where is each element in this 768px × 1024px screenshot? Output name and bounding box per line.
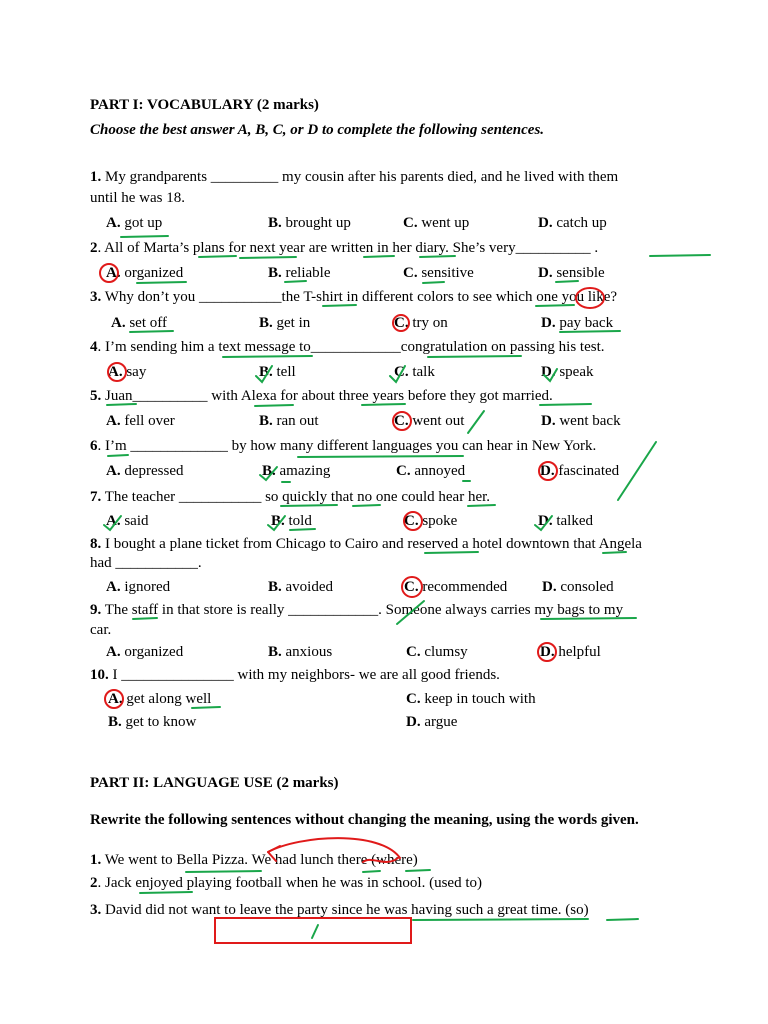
q6-option-a[interactable]: A. depressed bbox=[106, 463, 184, 479]
rewrite-item-1: 1. We went to Bella Pizza. We had lunch there (where) bbox=[90, 852, 418, 868]
question-9-cont: car. bbox=[90, 622, 112, 638]
question-8: 8. I bought a plane ticket from Chicago to Cairo and reserved a hotel downtown that Angela bbox=[90, 536, 642, 552]
q1-option-c[interactable]: C. went up bbox=[403, 215, 470, 231]
q4-option-c[interactable]: C. talk bbox=[394, 364, 435, 380]
q10-option-a[interactable]: A. get along well bbox=[108, 691, 212, 707]
q9-option-c[interactable]: C. clumsy bbox=[406, 644, 468, 660]
answer-box[interactable] bbox=[214, 917, 412, 944]
q2-option-c[interactable]: C. sensitive bbox=[403, 265, 474, 281]
underline-mark bbox=[186, 870, 430, 872]
q7-option-a[interactable]: A. said bbox=[106, 513, 149, 529]
q3-option-b[interactable]: B. get in bbox=[259, 315, 311, 331]
underline-mark bbox=[413, 919, 638, 920]
rewrite-item-2: 2. Jack enjoyed playing football when he was in school. (used to) bbox=[90, 875, 482, 891]
q6-option-d[interactable]: D. fascinated bbox=[540, 463, 620, 479]
question-2: 2. All of Marta’s plans for next year are written in her diary. She’s very__________ . bbox=[90, 240, 599, 256]
q7-option-c[interactable]: C. spoke bbox=[404, 513, 458, 529]
q4-option-d[interactable]: D. speak bbox=[541, 364, 594, 380]
question-8-cont: had ___________. bbox=[90, 555, 202, 571]
q7-option-b[interactable]: B. told bbox=[271, 513, 312, 529]
question-1-cont: until he was 18. bbox=[90, 190, 185, 206]
q9-option-a[interactable]: A. organized bbox=[106, 644, 184, 660]
check-mark bbox=[468, 411, 484, 433]
underline-mark bbox=[121, 236, 168, 237]
underline-mark bbox=[223, 356, 521, 357]
q1-option-d[interactable]: D. catch up bbox=[538, 215, 607, 231]
q2-option-b[interactable]: B. reliable bbox=[268, 265, 331, 281]
question-4: 4. I’m sending him a text message to____________congratulation on passing his test. bbox=[90, 339, 605, 355]
q3-option-d[interactable]: D. pay back bbox=[541, 315, 614, 331]
underline-mark bbox=[137, 281, 578, 283]
question-7: 7. The teacher ___________ so quickly that no one could hear her. bbox=[90, 489, 491, 505]
q2-option-d[interactable]: D. sensible bbox=[538, 265, 605, 281]
q5-option-b[interactable]: B. ran out bbox=[259, 413, 319, 429]
q6-option-b[interactable]: B. amazing bbox=[262, 463, 331, 479]
q3-option-a[interactable]: A. set off bbox=[111, 315, 167, 331]
part1-instruction: Choose the best answer A, B, C, or D to complete the following sentences. bbox=[90, 122, 545, 138]
q10-option-d[interactable]: D. argue bbox=[406, 714, 458, 730]
question-3: 3. Why don’t you ___________the T-shirt in different colors to see which one you like? bbox=[90, 289, 618, 305]
red-answer-circles bbox=[100, 264, 604, 708]
q5-option-d[interactable]: D. went back bbox=[541, 413, 621, 429]
q7-option-d[interactable]: D. talked bbox=[538, 513, 593, 529]
rewrite-item-3: 3. David did not want to leave the party since he was having such a great time. (so) bbox=[90, 902, 589, 918]
q2-option-a[interactable]: A. organized bbox=[106, 265, 184, 281]
q3-option-c[interactable]: C. try on bbox=[394, 315, 448, 331]
part1-heading: PART I: VOCABULARY (2 marks) bbox=[90, 97, 319, 113]
q4-option-b[interactable]: B. tell bbox=[259, 364, 296, 380]
q5-option-a[interactable]: A. fell over bbox=[106, 413, 175, 429]
question-1: 1. My grandparents _________ my cousin after his parents died, and he lived with them bbox=[90, 169, 619, 185]
question-5: 5. Juan__________ with Alexa for about three years before they got married. bbox=[90, 388, 553, 404]
q4-option-a[interactable]: A. say bbox=[108, 364, 147, 380]
part2-heading: PART II: LANGUAGE USE (2 marks) bbox=[90, 775, 339, 791]
part2-instruction: Rewrite the following sentences without changing the meaning, using the words given. bbox=[90, 812, 639, 828]
q5-option-c[interactable]: C. went out bbox=[394, 413, 465, 429]
q9-option-d[interactable]: D. helpful bbox=[540, 644, 601, 660]
underline-mark bbox=[140, 892, 192, 893]
q10-option-c[interactable]: C. keep in touch with bbox=[406, 691, 536, 707]
question-9: 9. The staff in that store is really ____________. Someone always carries my bags to my bbox=[90, 602, 624, 618]
q8-option-b[interactable]: B. avoided bbox=[268, 579, 333, 595]
q10-option-b[interactable]: B. get to know bbox=[108, 714, 197, 730]
q8-option-a[interactable]: A. ignored bbox=[106, 579, 171, 595]
q8-option-c[interactable]: C. recommended bbox=[404, 579, 508, 595]
question-10: 10. I _______________ with my neighbors- we are all good friends. bbox=[90, 667, 500, 683]
q1-option-b[interactable]: B. brought up bbox=[268, 215, 351, 231]
check-mark bbox=[618, 442, 656, 500]
q1-option-a[interactable]: A. got up bbox=[106, 215, 163, 231]
q6-option-c[interactable]: C. annoyed bbox=[396, 463, 466, 479]
q8-option-d[interactable]: D. consoled bbox=[542, 579, 614, 595]
q9-option-b[interactable]: B. anxious bbox=[268, 644, 333, 660]
question-6: 6. I’m _____________ by how many different languages you can hear in New York. bbox=[90, 438, 597, 454]
